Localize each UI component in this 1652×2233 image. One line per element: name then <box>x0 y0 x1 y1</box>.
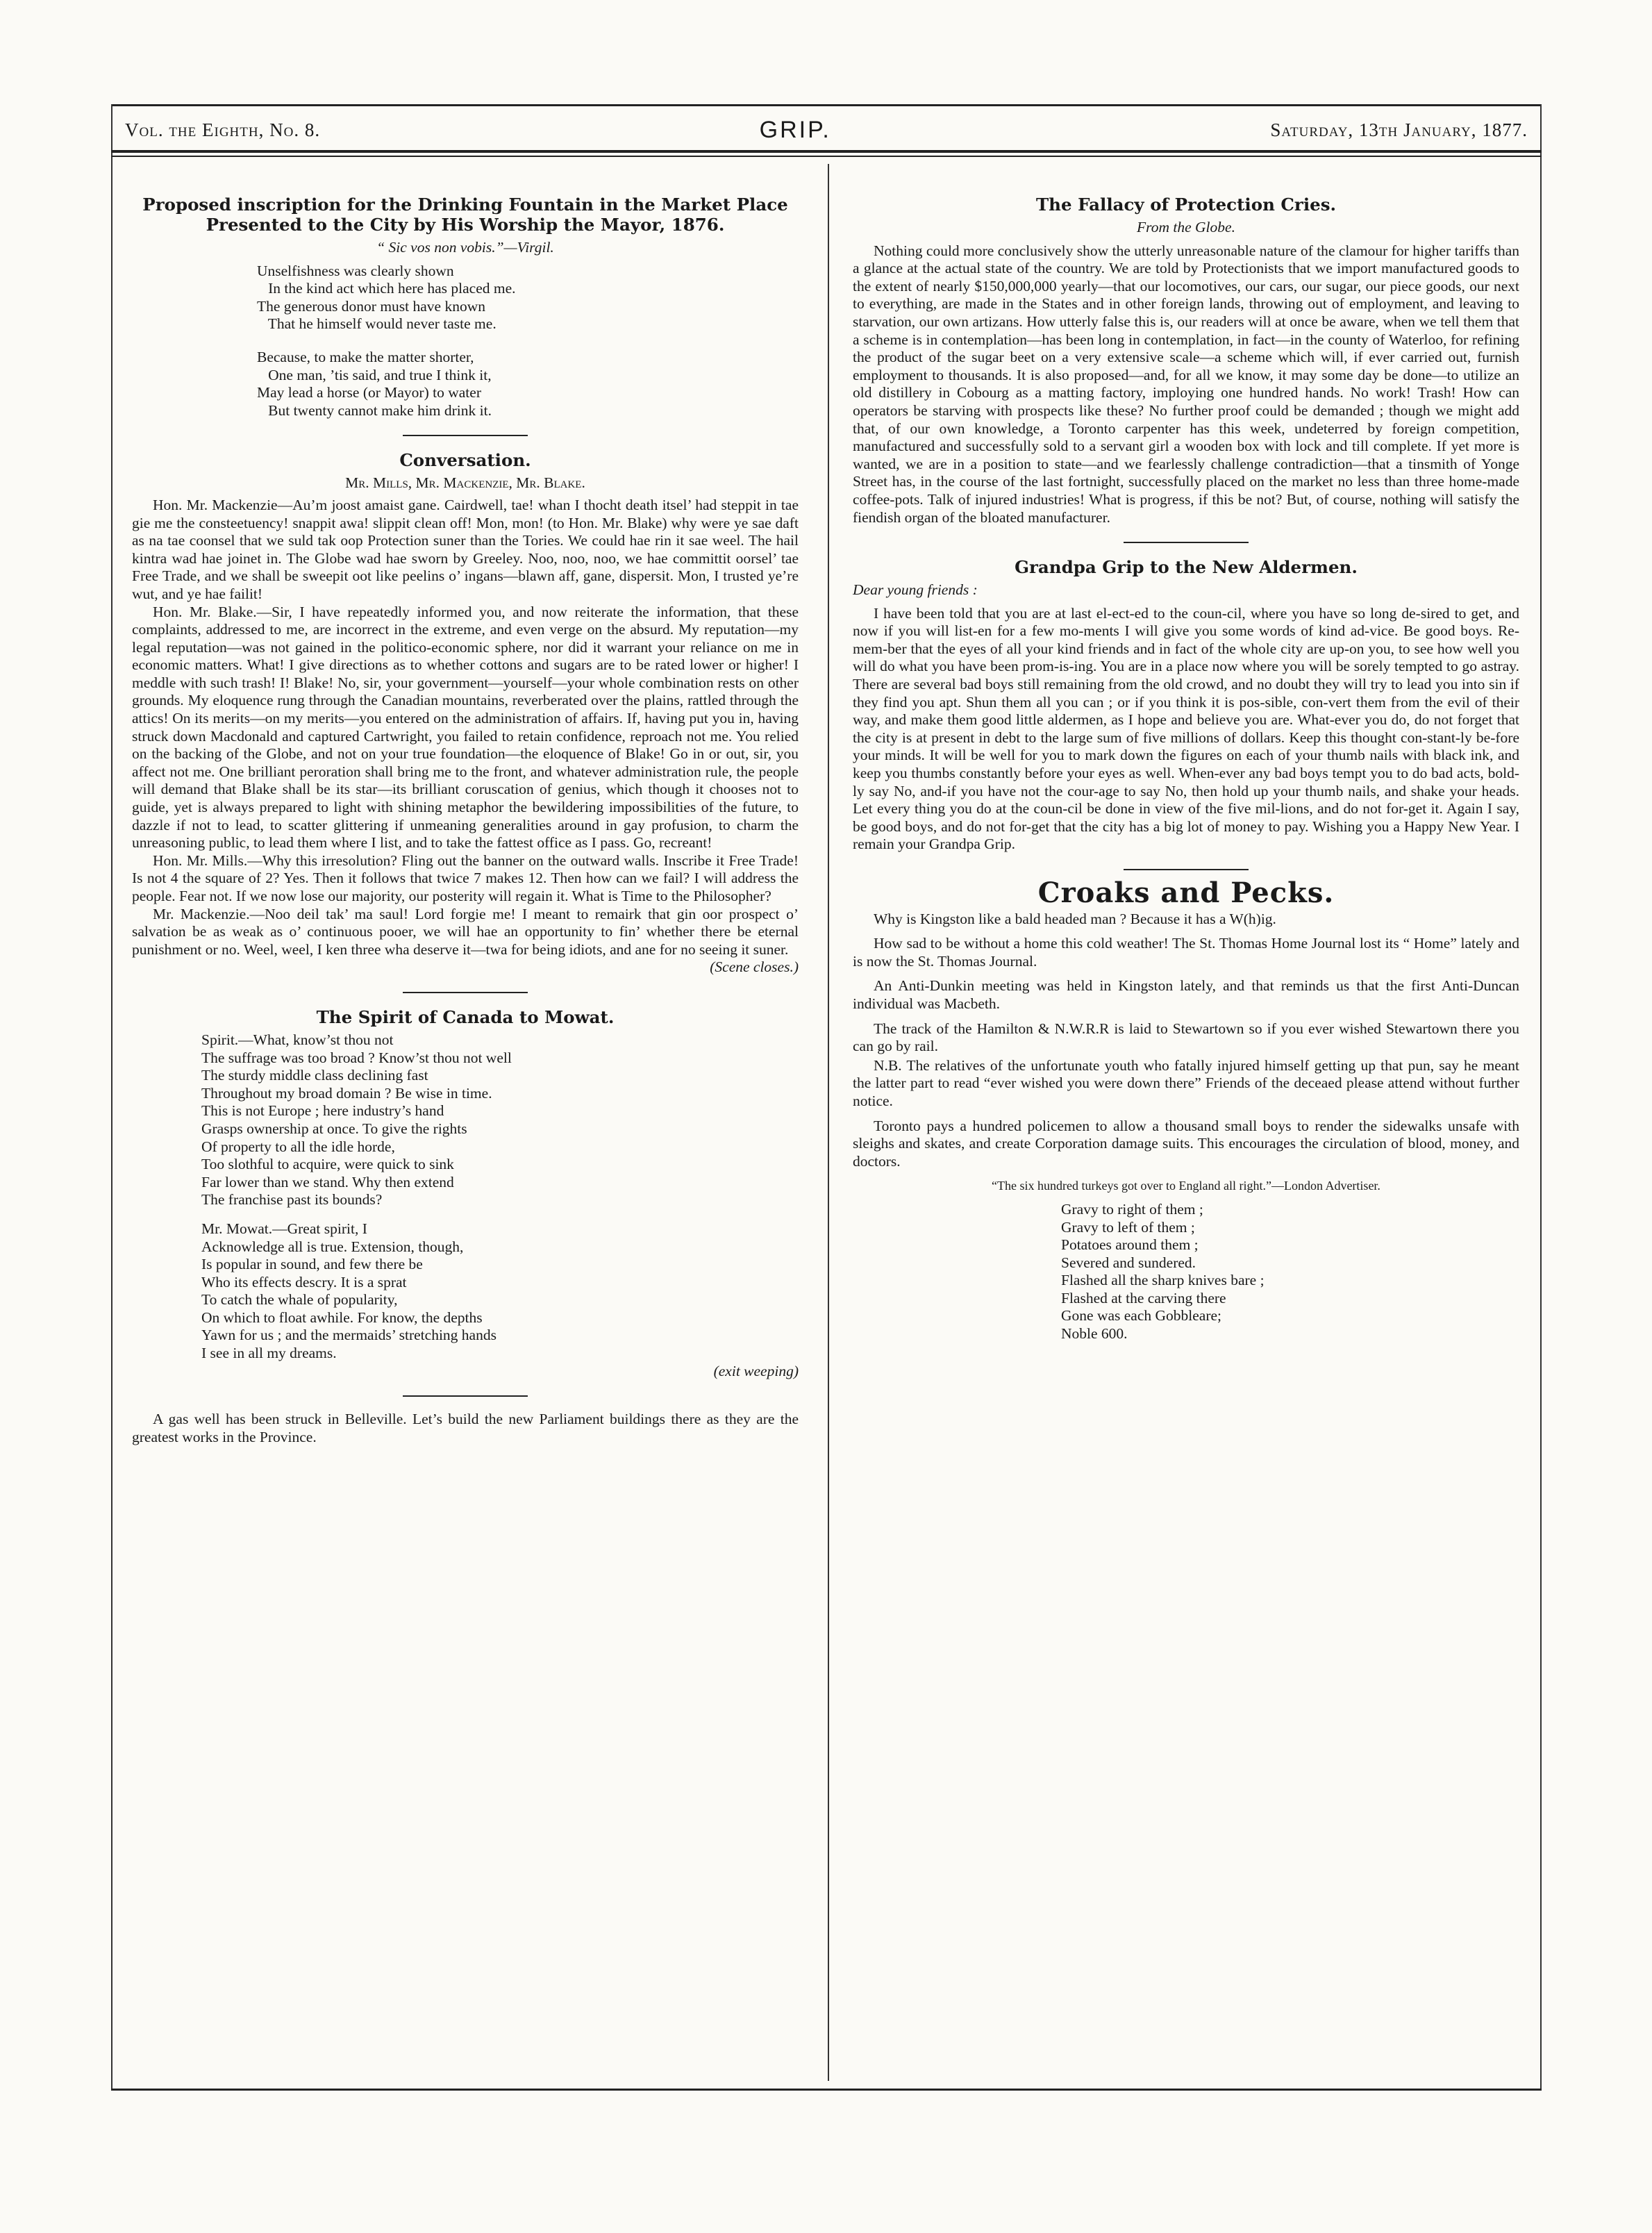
inscription-title: Proposed inscription for the Drinking Fountain in the Market Place Presented to the City by His Worship the Mayor, 1876. <box>142 194 788 235</box>
left-column <box>132 194 799 1446</box>
top-rule <box>111 104 1542 106</box>
turkey-quote: “The six hundred turkeys got over to England all right.”—London Advertiser. <box>992 1179 1380 1193</box>
verse-line: On which to float awhile. For know, the depths <box>201 1309 483 1326</box>
verse-line: Gravy to left of them ; <box>1061 1218 1195 1236</box>
issue-date: Saturday, 13th January, 1877. <box>1270 119 1528 140</box>
verse-line: Potatoes around them ; <box>1061 1236 1199 1254</box>
croak-item: How sad to be without a home this cold weather! The St. Thomas Home Journal lost its “ Home” lately and is now the St. Thomas Journal. <box>853 935 1519 970</box>
fallacy-source: From the Globe. <box>1137 219 1235 235</box>
section-separator <box>403 435 528 436</box>
verse-line: In the kind act which here has placed me. <box>257 280 516 297</box>
masthead <box>125 114 1528 146</box>
conversation-paragraph: Hon. Mr. Mills.—Why this irresolution? Fling out the banner on the outward walls. Inscribe it Free Trade! Is not 4 the square of 2? Yes. Then it follows that twice 7 makes 12. Then how can we fail? I will address the people. Fear not. If we now lose our majority, our posterity will regain it. What is Time to the Philosopher? <box>132 852 799 904</box>
masthead-rule-thin <box>111 156 1542 157</box>
left-border <box>111 104 112 2091</box>
verse-line: Mr. Mowat.—Great spirit, I <box>201 1220 367 1237</box>
conversation-paragraph: Hon. Mr. Blake.—Sir, I have repeatedly informed you, and now reiterate the information, that these complaints, addressed to me, are incorrect in the extreme, and even verge on the absurd. My reputation—my legal reputation—was not gained in the politico-economic sphere, nor did it warrant your reliance on me in economic matters. What! I give directions as to whether cottons and sugars are to be rated lower or higher! I meddle with such trash! I! Blake! No, sir, your government—yourself—your whole combination rests on other grounds. My eloquence rung through the Canadian mountains, reverberated over the plains, rattled through the attics! On its merits—on my merits—you entered on the administration of affairs. If, having put you in, having struck down Macdonald and captured Cartwright, you failed to retain confidence, reproach not me. You relied on the backing of the Globe, and not on your true foundation—the eloquence of Blake! Go in or out, sir, you affect not me. One brilliant peroration shall bring me to the front, and whatever administration rule, the people will demand that Blake shall be its star—its brilliant coruscation of genius, which though it chooses not to guide, yet is always prepared to light with shining metaphor the bewildering impossibilities of the future, to dazzle if not to lead, to scatter glittering if unmeaning generalities around in gay profusion, to charm the unreasoning public, to lead them where I list, and to take the fattest office as I pass. Go, recreant! <box>132 603 799 852</box>
verse-line: Far lower than we stand. Why then extend <box>201 1173 454 1190</box>
spirit-verse-1 <box>201 1031 799 1209</box>
verse-line: Because, to make the matter shorter, <box>257 348 474 365</box>
fallacy-body: Nothing could more conclusively show the utterly unreasonable nature of the clamour for higher tariffs than a glance at the actual state of the country. We are told by Protectionists that we import manufactured goods to the extent of nearly $150,000,000 yearly—that our locomotives, our cars, our sugar, our piece goods, our next to everything, are made in the States and in other foreign lands, throwing out of employment, and leaving to starvation, our own artizans. How utterly false this is, our readers will at once be aware, when we tell them that a scheme is in contemplation—has been long in contemplation, in fact—in the county of Waterloo, for refining the product of the sugar beet on a very extensive scale—a scheme which will, if ever carried out, furnish employment to thousands. It is also proposed—and, for all we know, it may some day be done—to utilize an old distillery in Cobourg as a matting factory, imploying one hundred hands. No work! Trash! How can operators be starving with prospects like these? No further proof could be demanded ; though we might add that, of our own knowledge, a Toronto carpenter has this week, undeterred by foreign competition, manufactured and successfully sold to a servant girl a wooden box with lock and till complete. If yet more is wanted, we are in a position to state—and we fearlessly challenge contradiction—that a tinsmith of Yonge Street has, in the course of the last fortnight, successfully placed on the market no less than three home-made coffee-pots. Talk of injured industries! What is progress, if this be not? But, of course, nothing will satisfy the fiendish organ of the bloated manufacturer. <box>853 242 1519 526</box>
verse-line: Throughout my broad domain ? Be wise in time. <box>201 1084 492 1102</box>
verse-line: The suffrage was too broad ? Know’st thou not well <box>201 1049 512 1066</box>
verse-line: One man, ’tis said, and true I think it, <box>257 366 492 383</box>
croaks-title: Croaks and Pecks. <box>1037 877 1335 909</box>
paper-title: GRIP. <box>759 116 831 143</box>
verse-line: Who its effects descry. It is a sprat <box>201 1273 407 1290</box>
croaks-article <box>853 877 1519 1343</box>
bottom-rule <box>111 2089 1542 2091</box>
scene-closes: (Scene closes.) <box>710 958 799 976</box>
verse-line: Gravy to right of them ; <box>1061 1200 1203 1218</box>
newspaper-page <box>111 104 1542 2091</box>
volume-number: Vol. the Eighth, No. 8. <box>125 119 321 140</box>
verse-line: Too slothful to acquire, were quick to sink <box>201 1156 454 1173</box>
verse-line: To catch the whale of popularity, <box>201 1291 398 1309</box>
section-separator <box>1124 542 1249 543</box>
conversation-paragraph: Hon. Mr. Mackenzie—Au’m joost amaist gane. Cairdwell, tae! whan I thocht death itsel’ had steppit in tae gie me the consteetuency! snappit awa! slippit clean off! Mon, mon! (to Hon. Mr. Blake) why were ye sae daft as na tae coonsel that we suld tak oop Protection suner than the Tories. We could hae rin it sae weel. The hail kintra wad hae joinet in. The Globe wad hae sworn by Greeley. Noo, noo, noo, we hae committit oorsel’ tae Free Trade, and we shall be sweepit oot like peelins o’ ingans—blawn aff, gane, dispersit. Mon, I trusted ye’re wut, and ye hae failit! <box>132 496 799 602</box>
section-separator <box>403 1395 528 1397</box>
croak-item: The track of the Hamilton & N.W.R.R is laid to Stewartown so if you ever wished Stewartown there you can go by rail. <box>853 1020 1519 1055</box>
verse-line: Gone was each Gobbleare; <box>1061 1307 1222 1325</box>
spirit-verse-2 <box>201 1220 799 1363</box>
verse-line: Unselfishness was clearly shown <box>257 262 454 279</box>
verse-line: Flashed at the carving there <box>1061 1289 1226 1306</box>
conversation-title: Conversation. <box>399 450 531 471</box>
verse-line: Is popular in sound, and few there be <box>201 1256 423 1273</box>
grandpa-salutation: Dear young friends : <box>853 581 978 599</box>
conversation-persons: Mr. Mills, Mr. Mackenzie, Mr. Blake. <box>345 474 585 492</box>
section-separator <box>403 992 528 993</box>
verse-line: Acknowledge all is true. Extension, though, <box>201 1238 464 1255</box>
verse-line: Flashed all the sharp knives bare ; <box>1061 1272 1265 1289</box>
grandpa-body: I have been told that you are at last el-ect-ed to the coun-cil, where you have so long de-sired to get, and now if you will list-en for a few mo-ments I will give you some words of kind ad-vice. Be good boys. Re-mem-ber that the eyes of all your kind friends and in fact of the whole city are up-on you, to see how well you will do what you have been prom-is-ing. You are in a place now where you will be sorely tempted to go astray. There are several bad boys still remaining from the old crowd, and no doubt they will try to lead you into sin if they find you apt. Shun them all you can ; or if you think it is pos-sible, con-vert them from the evil of their way, and make them good little aldermen, as I hope and believe you are. What-ever you do, do not forget that the city is at present in debt to the large sum of five millions of dollars. Keep this thought con-stant-ly be-fore your minds. It will be well for you to mark down the figures on each of your thumb nails with black ink, and keep you thumbs constantly before your eyes as well. When-ever any bad boys tempt you to do bad acts, bold-ly say No, and-if you have not the cour-age to say No, then hold up your thumb nails, and shake your heads. Let every thing you do at the coun-cil be done in view of the five mil-lions, and do not for-get it. Again I say, be good boys, and do not for-get that the city has a big lot of money to pay. Wishing you a Happy New Year. I remain your Grandpa Grip. <box>853 604 1519 853</box>
conversation-paragraph: Mr. Mackenzie.—Noo deil tak’ ma saul! Lord forgie me! I meant to remairk that gin oor prospect o’ salvation be as weak as o’ continuous pooer, we will hae an opportunity to fin’ whether there be eternal punishment or no. Weel, weel, I ken three wha deserve it—twa for being idiots, and ane for no seeing it suner. <box>132 905 799 958</box>
inscription-stanza-2 <box>257 349 799 420</box>
inscription-article <box>132 194 799 420</box>
croak-item: N.B. The relatives of the unfortunate youth who fatally injured himself getting up that pun, say he meant the latter part to read “ever wished you were down there” Friends of the deceaed please attend without further notice. <box>853 1056 1519 1109</box>
grandpa-article <box>853 557 1519 854</box>
croak-item: An Anti-Dunkin meeting was held in Kingston lately, and that reminds us that the first Anti-Duncan individual was Macbeth. <box>853 977 1519 1012</box>
spirit-article <box>132 1007 799 1380</box>
verse-line: Yawn for us ; and the mermaids’ stretching hands <box>201 1327 497 1344</box>
verse-line: Of property to all the idle horde, <box>201 1138 395 1155</box>
verse-line: That he himself would never taste me. <box>257 315 497 333</box>
verse-line: The franchise past its bounds? <box>201 1191 383 1209</box>
verse-line: May lead a horse (or Mayor) to water <box>257 384 481 401</box>
verse-line: The sturdy middle class declining fast <box>201 1067 428 1084</box>
section-separator <box>1124 869 1249 870</box>
exit-weeping: (exit weeping) <box>713 1362 799 1379</box>
column-divider <box>828 164 829 2081</box>
verse-line: Grasps ownership at once. To give the rights <box>201 1120 467 1137</box>
verse-line: Spirit.—What, know’st thou not <box>201 1031 394 1048</box>
verse-line: Severed and sundered. <box>1061 1254 1196 1271</box>
right-border <box>1540 104 1542 2091</box>
verse-line: Noble 600. <box>1061 1325 1128 1343</box>
inscription-stanza-1 <box>257 263 799 333</box>
fallacy-article <box>853 194 1519 526</box>
verse-line: The generous donor must have known <box>257 297 485 315</box>
verse-line: I see in all my dreams. <box>201 1345 337 1362</box>
spirit-title: The Spirit of Canada to Mowat. <box>316 1006 615 1027</box>
grandpa-title: Grandpa Grip to the New Aldermen. <box>1015 557 1358 578</box>
fallacy-title: The Fallacy of Protection Cries. <box>1035 194 1337 215</box>
right-column <box>853 194 1519 1343</box>
masthead-rule <box>111 150 1542 153</box>
gas-well-item: A gas well has been struck in Belleville. Let’s build the new Parliament buildings there as they are the greatest works in the Province. <box>132 1411 799 1445</box>
gravy-poem <box>1061 1201 1519 1343</box>
verse-line: This is not Europe ; here industry’s hand <box>201 1102 444 1120</box>
verse-line: But twenty cannot make him drink it. <box>257 401 492 419</box>
conversation-article <box>132 450 799 977</box>
inscription-epigraph: “ Sic vos non vobis.”—Virgil. <box>376 239 554 256</box>
croak-item: Why is Kingston like a bald headed man ? Because it has a W(h)ig. <box>874 910 1276 927</box>
croak-item: Toronto pays a hundred policemen to allow a thousand small boys to render the sidewalks unsafe with sleighs and skates, and create Corporation damage suits. This encourages the circulation of blood, money, and doctors. <box>853 1117 1519 1170</box>
